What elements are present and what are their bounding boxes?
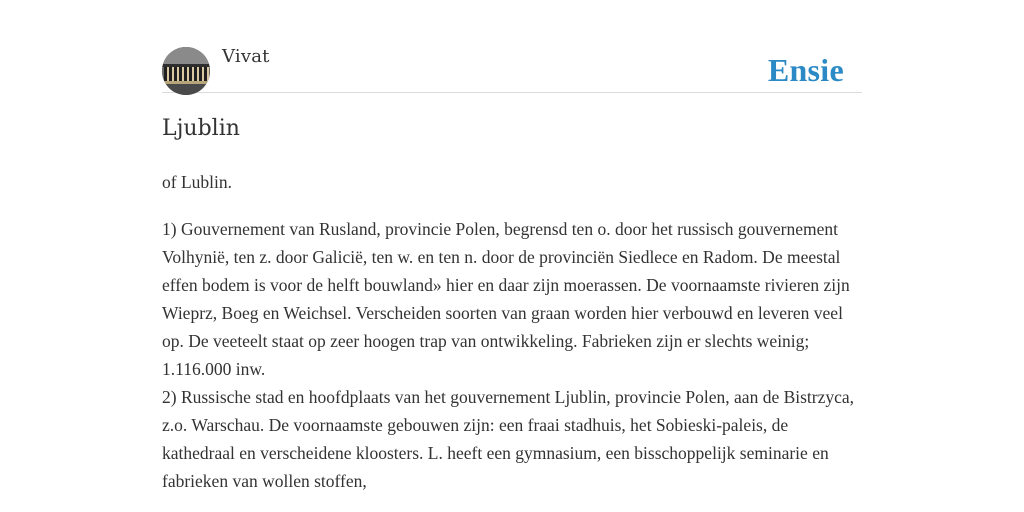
page-title: Ljublin — [162, 116, 240, 141]
avatar[interactable] — [162, 47, 210, 95]
definition-paragraph-2: 2) Russische stad en hoofdplaats van het gouvernement Ljublin, provincie Polen, aan de Bistrzyca, z.o. Warschau. De voornaamste gebouwen zijn: een fraai stadhuis, het Sobieski-paleis, de kathedraal en verscheidene kloosters. L. heeft een gymnasium, een bisschoppelijk seminarie en fabrieken van wollen stoffen, — [162, 387, 855, 491]
article-body — [162, 168, 862, 495]
bookshelf-avatar-icon — [162, 47, 210, 95]
definition-paragraph-1: 1) Gouvernement van Rusland, provincie Polen, begrensd ten o. door het russisch gouvernement Volhynië, ten z. door Galicië, ten w. en ten n. door de provinciën Siedlece en Radom. De meestal effen bodem is voor de helft bouwland» hier en daar zijn moerassen. De voornaamste rivieren zijn Wieprz, Boeg en Weichsel. Verscheiden soorten van graan worden hier verbouwd en leveren veel op. De veeteelt staat op zeer hoogen trap van ontwikkeling. Fabrieken zijn er slechts weinig; 1.116.000 inw. — [162, 219, 850, 379]
brand-logo[interactable]: Ensie — [767, 52, 844, 88]
intro-text: of Lublin. — [162, 172, 232, 192]
author-name[interactable]: Vivat — [222, 46, 270, 67]
header — [162, 0, 862, 93]
page-container — [162, 0, 862, 491]
